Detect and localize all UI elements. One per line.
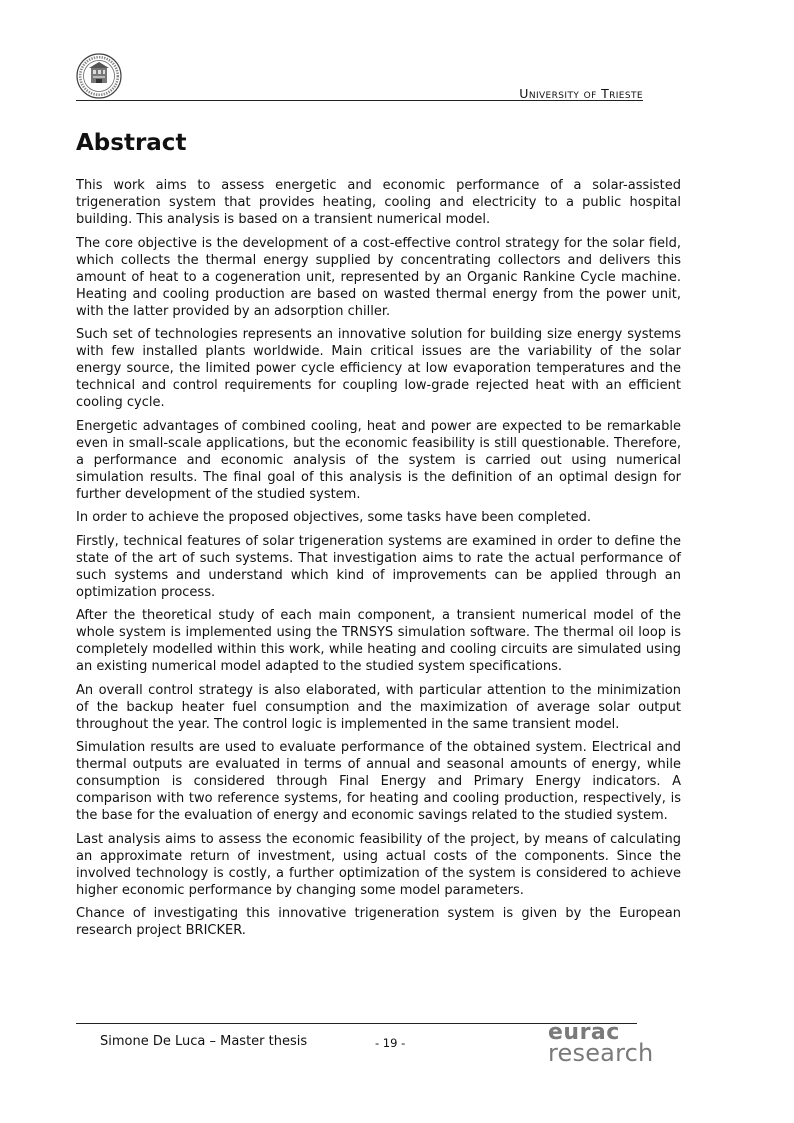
paragraph-5: In order to achieve the proposed objectives, some tasks have been completed.: [76, 510, 592, 525]
logo-line-2: research: [548, 1039, 654, 1067]
paragraph-9: Simulation results are used to evaluate performance of the obtained system. Electrical and thermal outputs are evaluated in terms of annual and seasonal amounts of energy, while consumption is considered through Final Energy and Primary Energy indicators. A comparison with two reference systems, for heating and cooling production, respectively, is the base for the evaluation of energy and economic savings related to the studied system.: [76, 740, 681, 823]
paragraph-3: Such set of technologies represents an innovative solution for building size energy systems with few installed plants worldwide. Main critical issues are the variability of the solar energy source, the limited power cycle efficiency at low evaporation temperatures and the technical and control requirements for coupling low-grade rejected heat with an efficient cooling cycle.: [76, 327, 681, 410]
page-number: - 19 -: [375, 1036, 406, 1050]
logo-line-1: eurac: [548, 1020, 620, 1045]
paragraph-1: This work aims to assess energetic and economic performance of a solar-assisted trigeneration system that provides heating, cooling and electricity to a public hospital building. This analysis is based on a transient numerical model.: [76, 178, 681, 227]
paragraph-2: The core objective is the development of a cost-effective control strategy for the solar field, which collects the thermal energy supplied by concentrating collectors and delivers this amount of heat to a cogeneration unit, represented by an Organic Rankine Cycle machine. Heating and cooling production are based on wasted thermal energy from the power unit, with the latter provided by an adsorption chiller.: [76, 235, 681, 319]
footer-author: Simone De Luca – Master thesis: [100, 1034, 308, 1049]
paragraph-4: Energetic advantages of combined cooling, heat and power are expected to be remarkable even in small-scale applications, but the economic feasibility is still questionable. Therefore, a performance and economic analysis of the system is carried out using numerical simulation results. The final goal of this analysis is the definition of an optimal design for further development of the studied system.: [76, 418, 681, 502]
paragraph-11: Chance of investigating this innovative trigeneration system is given by the European research project BRICKER.: [76, 906, 681, 938]
eurac-research-logo: [548, 1020, 654, 1067]
header-divider: [76, 100, 643, 101]
abstract-body: [76, 177, 681, 946]
paragraph-10: Last analysis aims to assess the economic feasibility of the project, by means of calculating an approximate return of investment, using actual costs of the components. Since the involved technology is costly, a further optimization of the system is considered to achieve higher economic performance by changing some model parameters.: [76, 831, 681, 898]
paragraph-8: An overall control strategy is also elaborated, with particular attention to the minimization of the backup heater fuel consumption and the maximization of average solar output throughout the year. The control logic is implemented in the same transient model.: [76, 682, 681, 732]
paragraph-7: After the theoretical study of each main component, a transient numerical model of the whole system is implemented using the TRNSYS simulation software. The thermal oil loop is completely modelled within this work, while heating and cooling circuits are simulated using an existing numerical model adapted to the studied system specifications.: [76, 608, 681, 674]
page-title: Abstract: [76, 130, 187, 156]
paragraph-6: Firstly, technical features of solar trigeneration systems are examined in order to define the state of the art of such systems. That investigation aims to rate the actual performance of such systems and understand which kind of improvements can be applied through an optimization process.: [76, 533, 681, 600]
university-seal-icon: [74, 52, 124, 100]
header-institution: University of Trieste: [519, 86, 643, 101]
